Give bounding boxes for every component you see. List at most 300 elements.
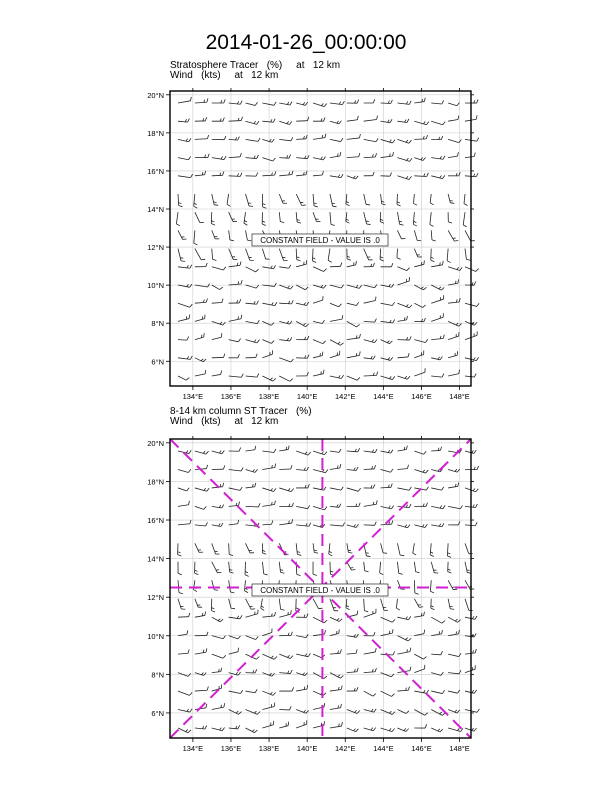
wind-barb bbox=[212, 617, 223, 622]
wind-barb bbox=[397, 446, 407, 451]
wind-barb bbox=[364, 465, 376, 469]
wind-barb bbox=[381, 119, 392, 122]
wind-barb bbox=[397, 562, 402, 575]
wind-barb bbox=[313, 157, 325, 160]
wind-barb bbox=[347, 668, 358, 673]
wind-barb bbox=[330, 194, 337, 207]
x-tick-label: 138°E bbox=[258, 744, 280, 753]
wind-barb bbox=[431, 100, 443, 104]
wind-barb bbox=[347, 503, 360, 507]
wind-barb bbox=[448, 332, 459, 340]
wind-barb bbox=[347, 562, 356, 570]
wind-barb bbox=[364, 249, 373, 260]
wind-barb bbox=[465, 709, 479, 712]
wind-barb bbox=[330, 464, 341, 469]
wind-barb bbox=[313, 194, 318, 207]
wind-barb bbox=[364, 599, 368, 612]
wind-barb bbox=[178, 520, 191, 525]
y-tick-label: 8°N bbox=[151, 319, 164, 329]
wind-barb bbox=[279, 321, 292, 324]
wind-barb bbox=[178, 97, 191, 103]
wind-barb bbox=[195, 171, 206, 176]
wind-barb bbox=[330, 449, 341, 452]
wind-barb bbox=[262, 543, 266, 554]
wind-barb bbox=[212, 543, 220, 554]
wind-barb bbox=[364, 691, 376, 696]
wind-barb bbox=[448, 670, 461, 674]
wind-barb bbox=[178, 356, 192, 360]
wind-barb bbox=[364, 153, 377, 157]
wind-barb bbox=[279, 562, 284, 573]
wind-barb bbox=[414, 157, 425, 160]
wind-barb bbox=[329, 543, 333, 556]
wind-barb bbox=[195, 135, 209, 139]
wind-barb bbox=[397, 336, 411, 340]
wind-barb bbox=[397, 101, 411, 105]
wind-barb bbox=[381, 173, 392, 177]
wind-barb bbox=[397, 249, 401, 260]
x-tick-label: 144°E bbox=[373, 392, 394, 401]
wind-barb bbox=[397, 139, 411, 143]
wind-barb bbox=[414, 654, 426, 659]
wind-barb bbox=[279, 670, 292, 674]
wind-barb bbox=[347, 261, 357, 267]
wind-barb bbox=[195, 488, 209, 491]
wind-barb bbox=[364, 99, 375, 103]
wind-barb bbox=[381, 100, 393, 104]
y-tick-label: 12°N bbox=[147, 243, 164, 253]
wind-barb bbox=[381, 710, 395, 715]
wind-barb bbox=[448, 298, 460, 303]
constant-field-note bbox=[252, 234, 388, 246]
wind-barb bbox=[296, 212, 301, 223]
wind-barb bbox=[229, 725, 240, 729]
wind-barb bbox=[313, 562, 317, 576]
wind-barb bbox=[381, 629, 393, 635]
wind-barb bbox=[347, 543, 353, 553]
wind-barb bbox=[178, 543, 182, 556]
wind-barb bbox=[347, 285, 362, 288]
wind-barb bbox=[448, 194, 454, 203]
wind-barb bbox=[279, 137, 293, 141]
y-tick-label: 16°N bbox=[147, 166, 164, 176]
wind-barb bbox=[262, 520, 272, 524]
wind-barb bbox=[414, 318, 425, 322]
wind-barb bbox=[347, 100, 359, 104]
wind-barb bbox=[330, 504, 341, 508]
wind-barb bbox=[448, 599, 454, 610]
wind-barb bbox=[313, 630, 325, 635]
wind-barb bbox=[431, 374, 444, 378]
wind-barb bbox=[414, 368, 425, 376]
wind-barb bbox=[347, 687, 358, 691]
wind-barb bbox=[431, 617, 445, 623]
wind-barb bbox=[229, 315, 242, 322]
wind-barb bbox=[212, 156, 226, 159]
wind-barb bbox=[246, 301, 259, 305]
wind-barb bbox=[178, 315, 190, 322]
wind-barb bbox=[347, 334, 361, 340]
wind-barb bbox=[296, 194, 306, 205]
wind-barb bbox=[296, 451, 310, 455]
wind-barb bbox=[330, 487, 343, 490]
wind-barb bbox=[229, 636, 241, 639]
wind-barb bbox=[431, 136, 443, 140]
wind-barb bbox=[313, 487, 326, 490]
wind-barb bbox=[279, 285, 293, 289]
wind-barb bbox=[229, 615, 242, 618]
wind-barb bbox=[381, 691, 395, 696]
wind-barb bbox=[464, 194, 468, 205]
wind-barb bbox=[178, 156, 191, 159]
wind-barb bbox=[195, 648, 207, 654]
wind-barb bbox=[364, 372, 378, 376]
wind-barb bbox=[448, 116, 459, 122]
wind-barb bbox=[465, 466, 479, 470]
wind-barb bbox=[279, 194, 287, 203]
wind-barb bbox=[381, 139, 395, 143]
note-text: CONSTANT FIELD - VALUE IS .0 bbox=[260, 235, 380, 245]
wind-barb bbox=[431, 523, 444, 526]
wind-barb bbox=[313, 451, 327, 455]
wind-barb bbox=[178, 284, 192, 287]
wind-barb bbox=[381, 673, 394, 677]
wind-barb bbox=[448, 279, 459, 285]
wind-barb bbox=[279, 706, 291, 710]
y-tick-label: 6°N bbox=[151, 357, 164, 367]
wind-barb bbox=[465, 665, 475, 672]
wind-barb bbox=[465, 267, 479, 272]
bottom-panel-title-line-2: Wind (kts) at 12 km bbox=[170, 416, 279, 427]
wind-barb bbox=[330, 523, 345, 527]
wind-barb bbox=[227, 194, 230, 206]
wind-barb bbox=[212, 451, 225, 454]
wind-barb bbox=[296, 171, 307, 176]
x-tick-label: 148°E bbox=[449, 392, 470, 401]
wind-barb bbox=[465, 153, 475, 158]
wind-barb bbox=[195, 249, 205, 260]
wind-barb bbox=[431, 487, 444, 490]
wind-barb bbox=[330, 101, 344, 105]
wind-barb bbox=[279, 465, 292, 469]
wind-barb bbox=[364, 339, 377, 342]
wind-barb bbox=[414, 710, 427, 716]
wind-barb bbox=[330, 673, 343, 679]
wind-barb bbox=[212, 562, 222, 573]
wind-barb bbox=[364, 668, 377, 673]
wind-barb bbox=[279, 687, 293, 691]
wind-barb bbox=[397, 616, 410, 619]
wind-barb bbox=[246, 354, 258, 358]
wind-barb bbox=[330, 138, 343, 141]
wind-barb bbox=[195, 672, 206, 675]
wind-barb bbox=[397, 119, 408, 122]
wind-barb bbox=[364, 522, 377, 526]
wind-barb bbox=[313, 469, 328, 472]
wind-barb bbox=[178, 469, 191, 472]
wind-barb bbox=[195, 451, 209, 454]
wind-barb bbox=[330, 722, 342, 728]
wind-barb bbox=[178, 138, 191, 141]
wind-barb bbox=[313, 673, 327, 679]
wind-barb bbox=[364, 484, 375, 488]
wind-barb bbox=[296, 720, 307, 728]
wind-barb bbox=[212, 580, 218, 590]
wind-barb bbox=[381, 483, 393, 487]
wind-barb bbox=[347, 351, 360, 357]
wind-barb bbox=[212, 505, 224, 508]
wind-barb bbox=[364, 194, 370, 205]
wind-barb bbox=[229, 173, 242, 177]
wind-barb bbox=[261, 599, 264, 611]
wind-barb bbox=[430, 580, 434, 593]
y-tick-label: 14°N bbox=[147, 554, 164, 564]
x-tick-label: 142°E bbox=[335, 744, 356, 753]
wind-barb bbox=[381, 728, 395, 732]
wind-barb bbox=[330, 174, 343, 177]
wind-barb bbox=[364, 116, 378, 122]
wind-barb bbox=[414, 724, 426, 728]
wind-barb bbox=[296, 543, 301, 555]
wind-barb bbox=[397, 487, 411, 490]
wind-barb bbox=[413, 543, 416, 555]
wind-barb bbox=[178, 691, 192, 695]
wind-barb bbox=[212, 99, 225, 103]
wind-barb bbox=[279, 599, 284, 610]
wind-barb bbox=[431, 295, 444, 303]
wind-barb bbox=[431, 651, 442, 655]
wind-barb bbox=[211, 599, 215, 612]
wind-barb bbox=[430, 212, 434, 226]
wind-barb bbox=[313, 543, 318, 553]
wind-barb bbox=[229, 354, 240, 358]
wind-barb bbox=[381, 376, 395, 380]
wind-barb bbox=[347, 376, 360, 380]
wind-barb bbox=[414, 665, 424, 673]
wind-barb bbox=[229, 710, 242, 715]
wind-barb bbox=[397, 686, 409, 691]
wind-barb bbox=[194, 194, 198, 208]
wind-barb bbox=[244, 580, 248, 592]
wind-barb bbox=[279, 300, 293, 304]
y-tick-label: 10°N bbox=[147, 281, 164, 291]
wind-barb bbox=[313, 267, 326, 272]
wind-barb bbox=[448, 521, 460, 525]
wind-barb bbox=[246, 469, 258, 472]
wind-barb bbox=[381, 357, 393, 360]
wind-barb bbox=[246, 689, 258, 692]
wind-barb bbox=[279, 337, 291, 341]
wind-barb bbox=[364, 212, 371, 224]
y-tick-label: 20°N bbox=[147, 438, 164, 448]
wind-barb bbox=[364, 562, 369, 572]
wind-barb bbox=[414, 303, 425, 307]
wind-barb bbox=[279, 503, 293, 507]
wind-barb bbox=[246, 610, 259, 617]
wind-barb bbox=[212, 354, 225, 358]
wind-barb bbox=[431, 562, 438, 573]
wind-barb bbox=[178, 230, 187, 239]
wind-barb bbox=[195, 522, 208, 526]
wind-barb bbox=[246, 483, 256, 488]
wind-barb bbox=[414, 230, 421, 240]
wind-barb bbox=[246, 138, 261, 141]
wind-barb bbox=[176, 212, 179, 226]
wind-barb bbox=[448, 103, 459, 106]
wind-barb bbox=[212, 465, 225, 469]
wind-barb bbox=[279, 654, 293, 658]
wind-barb bbox=[448, 267, 462, 271]
wind-barb bbox=[229, 249, 238, 260]
wind-barb bbox=[381, 152, 394, 158]
wind-barb bbox=[448, 230, 458, 241]
wind-barb bbox=[448, 212, 452, 223]
wind-barb bbox=[364, 138, 378, 141]
wind-barb bbox=[414, 194, 418, 205]
wind-barb bbox=[413, 212, 417, 226]
wind-barb bbox=[414, 285, 426, 290]
wind-barb bbox=[212, 136, 226, 140]
x-tick-label: 142°E bbox=[335, 392, 356, 401]
wind-barb bbox=[229, 648, 239, 654]
wind-barb bbox=[262, 628, 272, 635]
wind-barb bbox=[313, 599, 322, 609]
wind-barb bbox=[229, 448, 241, 452]
wind-barb bbox=[381, 450, 393, 453]
wind-barb bbox=[465, 230, 475, 241]
wind-barb bbox=[195, 315, 205, 322]
wind-barb bbox=[347, 524, 359, 527]
wind-barb bbox=[262, 702, 274, 709]
wind-barb bbox=[414, 260, 424, 266]
wind-barb bbox=[279, 265, 291, 268]
wind-barb bbox=[347, 467, 358, 471]
wind-barb bbox=[262, 654, 277, 659]
wind-barb bbox=[212, 299, 223, 304]
wind-barb bbox=[448, 152, 458, 157]
wind-barb bbox=[414, 451, 426, 454]
wind-barb bbox=[465, 138, 479, 141]
wind-barb bbox=[414, 524, 427, 527]
wind-barb bbox=[229, 261, 241, 266]
wind-barb bbox=[296, 523, 311, 527]
wind-barb bbox=[279, 155, 290, 159]
wind-barb bbox=[397, 376, 409, 379]
wind-barb bbox=[246, 669, 257, 673]
wind-barb bbox=[212, 117, 225, 121]
wind-barb bbox=[347, 176, 358, 179]
wind-barb bbox=[178, 336, 189, 340]
wind-barb bbox=[296, 285, 308, 290]
wind-barb bbox=[212, 727, 225, 730]
wind-barb bbox=[364, 319, 377, 323]
wind-barb bbox=[330, 617, 342, 621]
wind-barb bbox=[195, 98, 208, 103]
wind-barb bbox=[296, 653, 310, 656]
wind-barb bbox=[465, 562, 471, 573]
x-tick-label: 148°E bbox=[449, 744, 470, 753]
wind-barb bbox=[431, 156, 445, 159]
wind-barb bbox=[178, 174, 193, 177]
wind-barb bbox=[279, 610, 291, 617]
wind-barb bbox=[364, 709, 376, 712]
wind-barb bbox=[195, 612, 206, 618]
wind-barb bbox=[279, 376, 292, 381]
wind-barb bbox=[193, 580, 196, 591]
wind-barb bbox=[296, 249, 300, 261]
wind-barb bbox=[448, 690, 460, 693]
wind-barb bbox=[279, 632, 292, 636]
wind-barb bbox=[279, 212, 284, 222]
wind-barb bbox=[178, 613, 190, 617]
wind-barb bbox=[246, 636, 259, 640]
wind-barb bbox=[330, 303, 341, 307]
wind-barb bbox=[178, 194, 182, 207]
wind-barb bbox=[397, 176, 411, 180]
wind-barb bbox=[447, 249, 451, 263]
wind-barb bbox=[447, 543, 451, 557]
wind-barb bbox=[397, 465, 408, 470]
wind-barb bbox=[195, 506, 206, 509]
wind-barb bbox=[431, 690, 444, 693]
wind-barb bbox=[195, 154, 209, 158]
constant-field-note bbox=[252, 584, 388, 596]
wind-barb bbox=[262, 721, 273, 728]
wind-barb bbox=[448, 617, 461, 622]
wind-barb bbox=[330, 121, 342, 124]
wind-barb bbox=[212, 285, 223, 290]
wind-barb bbox=[262, 302, 276, 305]
wind-barb bbox=[246, 446, 256, 451]
wind-barb bbox=[212, 267, 226, 270]
wind-barb bbox=[195, 212, 204, 222]
wind-barb bbox=[347, 302, 359, 305]
wind-barb bbox=[448, 505, 462, 508]
wind-barb bbox=[313, 103, 327, 107]
wind-barb bbox=[178, 376, 189, 380]
wind-barb bbox=[381, 599, 388, 611]
wind-barb bbox=[229, 153, 242, 158]
wind-barb bbox=[262, 249, 269, 260]
wind-barb bbox=[330, 351, 340, 358]
note-text: CONSTANT FIELD - VALUE IS .0 bbox=[260, 585, 380, 595]
wind-barb bbox=[330, 152, 341, 158]
wind-barb bbox=[431, 230, 436, 241]
wind-barb bbox=[246, 102, 258, 105]
wind-barb bbox=[364, 500, 377, 506]
wind-barb bbox=[347, 116, 358, 121]
wind-barb bbox=[414, 562, 419, 573]
wind-barb bbox=[364, 449, 377, 452]
wind-barb bbox=[347, 153, 360, 158]
x-tick-label: 134°E bbox=[182, 744, 204, 753]
wind-barb bbox=[347, 448, 360, 452]
wind-barb bbox=[431, 505, 445, 508]
wind-barb bbox=[414, 630, 424, 636]
wind-barb bbox=[397, 212, 403, 225]
wind-barb bbox=[246, 503, 261, 507]
wind-barb bbox=[178, 249, 185, 262]
wind-barb bbox=[245, 562, 249, 577]
y-tick-label: 18°N bbox=[147, 128, 164, 138]
wind-barb bbox=[381, 506, 394, 509]
wind-barb bbox=[296, 372, 308, 376]
x-tick-label: 140°E bbox=[296, 744, 318, 753]
wind-barb bbox=[195, 599, 202, 607]
wind-barb bbox=[381, 543, 387, 553]
wind-barb bbox=[347, 134, 361, 139]
y-tick-label: 8°N bbox=[151, 670, 164, 680]
